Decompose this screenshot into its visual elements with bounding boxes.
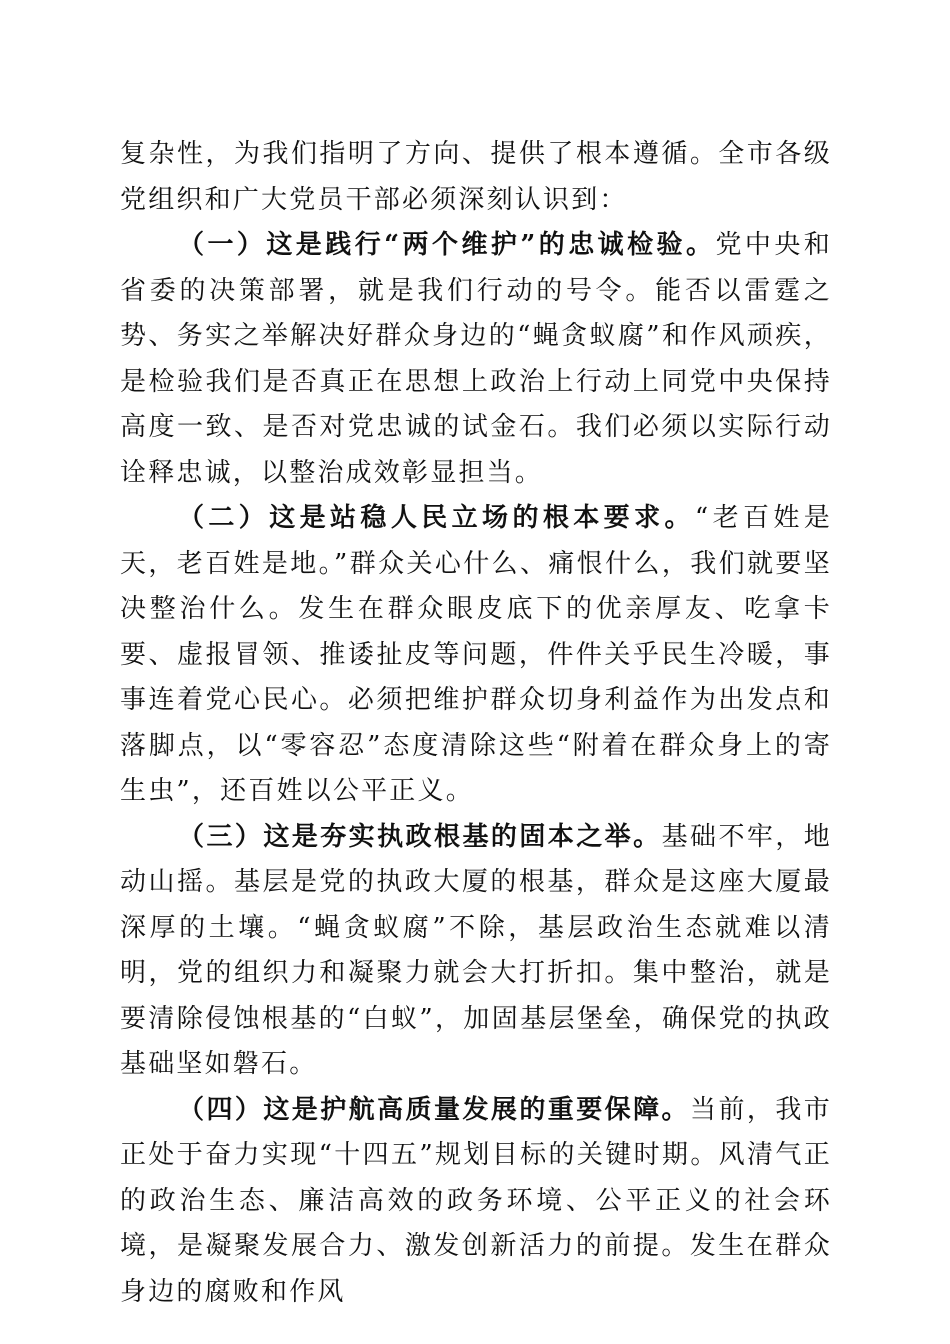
point-4-paragraph [120, 1088, 832, 1316]
intro-paragraph [120, 132, 832, 223]
point-3-text: 基础不牢，地动山摇。基层是党的执政大厦的根基，群众是这座大厦最深厚的土壤。“蝇贪蚁腐”不除，基层政治生态就难以清明，党的组织力和凝聚力就会大打折扣。集中整治，就是要清除侵蚀根基的“白蚁”，加固基层堡垒，确保党的执政基础坚如磐石。 [120, 821, 833, 1079]
point-2-text: “老百姓是天，老百姓是地。”群众关心什么、痛恨什么，我们就要坚决整治什么。发生在群众眼皮底下的优亲厚友、吃拿卡要、虚报冒领、推诿扯皮等问题，件件关乎民生冷暖，事事连着党心民心。必须把维护群众切身利益作为出发点和落脚点，以“零容忍”态度清除这些“附着在群众身上的寄生虫”，还百姓以公平正义。 [120, 503, 833, 806]
document-body [120, 132, 832, 1315]
point-4-text: 当前，我市正处于奋力实现“十四五”规划目标的关键时期。风清气正的政治生态、廉洁高效的政务环境、公平正义的社会环境，是凝聚发展合力、激发创新活力的前提。发生在群众身边的腐败和作风 [120, 1094, 832, 1307]
point-1-heading: （一）这是践行“两个维护”的忠诚检验。 [178, 230, 716, 260]
point-3-heading: （三）这是夯实执政根基的固本之举。 [178, 821, 662, 852]
point-1-paragraph [120, 223, 832, 496]
point-1-text: 党中央和省委的决策部署，就是我们行动的号令。能否以雷霆之势、务实之举解决好群众身边的“蝇贪蚁腐”和作风顽疾，是检验我们是否真正在思想上政治上行动上同党中央保持高度一致、是否对党忠诚的试金石。我们必须以实际行动诠释忠诚，以整治成效彰显担当。 [120, 230, 832, 488]
intro-text: 复杂性，为我们指明了方向、提供了根本遵循。全市各级党组织和广大党员干部必须深刻认识到： [120, 139, 832, 215]
point-4-heading: （四）这是护航高质量发展的重要保障。 [178, 1094, 690, 1125]
point-3-paragraph [120, 815, 832, 1088]
point-2-paragraph [120, 496, 832, 815]
point-2-heading: （二）这是站稳人民立场的根本要求。 [178, 503, 695, 533]
